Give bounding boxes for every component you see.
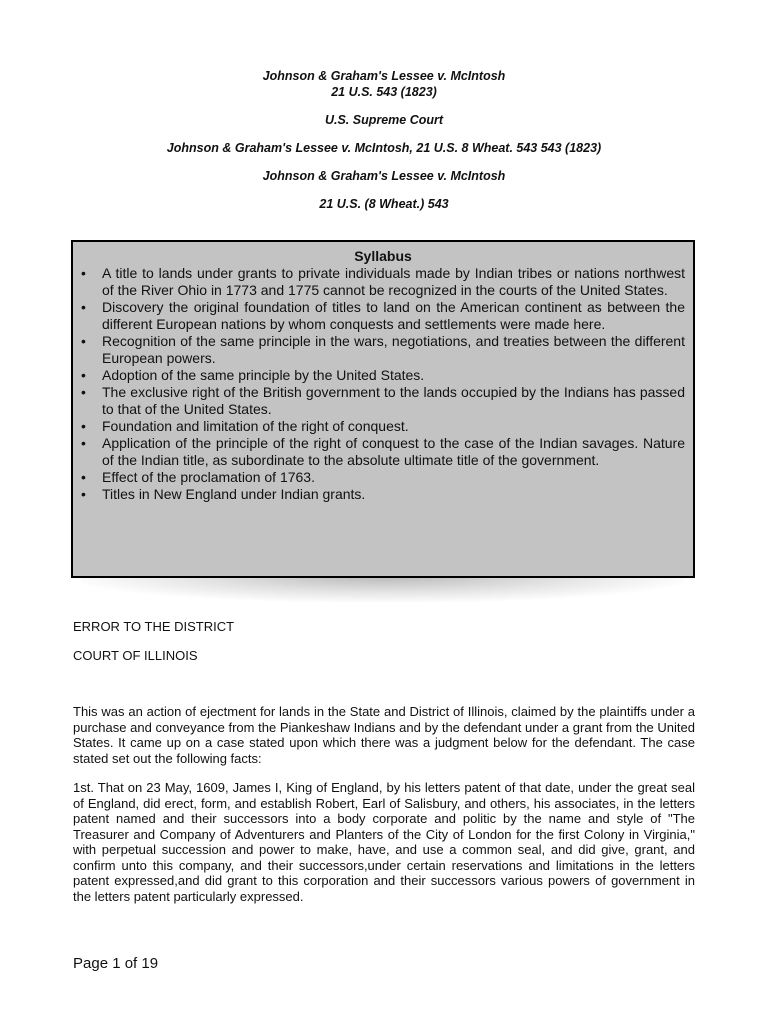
syllabus-item	[81, 469, 685, 486]
syllabus-item	[81, 367, 685, 384]
paragraph-intro: This was an action of ejectment for lands in the State and District of Illinois, claimed by the plaintiffs under a purchase and conveyance from the Piankeshaw Indians and by the defendant under a grant from the United States. It came up on a case stated upon which there was a judgment below for the defendant. The case stated set out the following facts:	[73, 704, 695, 766]
bullet-glyph: •	[81, 469, 86, 485]
page-number: Page 1 of 19	[73, 955, 159, 972]
syllabus-panel	[71, 240, 695, 578]
document-header	[0, 68, 768, 212]
syllabus-item	[81, 265, 685, 299]
bullet-glyph: •	[81, 418, 86, 434]
syllabus-item-text: Adoption of the same principle by the United States.	[102, 367, 425, 383]
bullet-glyph: •	[81, 333, 86, 349]
syllabus-list	[81, 265, 685, 503]
error-line-2: COURT OF ILLINOIS	[73, 648, 198, 663]
syllabus-item-text: Discovery the original foundation of titles to land on the American continent as between the different European nations by whom conquests and settlements were made here.	[102, 299, 685, 332]
syllabus-item-text: Application of the principle of the right of conquest to the case of the Indian savages. Nature of the Indian title, as subordinate to the absolute ultimate title of the government.	[102, 435, 685, 468]
syllabus-heading: Syllabus	[354, 248, 412, 264]
syllabus-item-text: The exclusive right of the British government to the lands occupied by the Indians has passed to that of the United States.	[102, 384, 685, 417]
court-name: U.S. Supreme Court	[324, 113, 444, 127]
bullet-glyph: •	[81, 367, 86, 383]
syllabus-item	[81, 384, 685, 418]
case-citation: 21 U.S. 543 (1823)	[331, 85, 437, 99]
syllabus-item-text: Recognition of the same principle in the wars, negotiations, and treaties between the different European powers.	[102, 333, 685, 366]
full-citation: Johnson & Graham's Lessee v. McIntosh, 21 U.S. 8 Wheat. 543 543 (1823)	[166, 141, 602, 155]
syllabus-item	[81, 435, 685, 469]
bullet-glyph: •	[81, 265, 86, 281]
syllabus-item-text: A title to lands under grants to private individuals made by Indian tribes or nations northwest of the River Ohio in 1773 and 1775 cannot be recognized in the courts of the United States.	[102, 265, 685, 298]
syllabus-item-text: Titles in New England under Indian grants.	[102, 486, 366, 502]
bullet-glyph: •	[81, 299, 86, 315]
case-title-repeat: Johnson & Graham's Lessee v. McIntosh	[262, 169, 506, 183]
syllabus-item	[81, 418, 685, 435]
case-title: Johnson & Graham's Lessee v. McIntosh	[262, 69, 506, 83]
syllabus-item-text: Foundation and limitation of the right of conquest.	[102, 418, 409, 434]
error-line-1: ERROR TO THE DISTRICT	[73, 619, 235, 634]
paragraph-first-fact: 1st. That on 23 May, 1609, James I, King of England, by his letters patent of that date, under the great seal of England, did erect, form, and establish Robert, Earl of Salisbury, and others, his associates, in the letters patent named and their successors into a body corporate and politic by the name and style of "The Treasurer and Company of Adventurers and Planters of the City of London for the first Colony in Virginia," with perpetual succession and power to make, have, and use a common seal, and did give, grant, and confirm unto this company, and their successors,under certain reservations and limitations in the letters patent expressed,and did grant to this corporation and their successors various powers of government in the letters patent particularly expressed.	[73, 780, 695, 904]
bullet-glyph: •	[81, 384, 86, 400]
bullet-glyph: •	[81, 486, 86, 502]
syllabus-shadow	[81, 576, 685, 602]
bullet-glyph: •	[81, 435, 86, 451]
wheat-citation: 21 U.S. (8 Wheat.) 543	[319, 197, 449, 211]
syllabus-item	[81, 486, 685, 503]
syllabus-item-text: Effect of the proclamation of 1763.	[102, 469, 315, 485]
syllabus-box	[71, 240, 695, 578]
syllabus-item	[81, 299, 685, 333]
syllabus-item	[81, 333, 685, 367]
